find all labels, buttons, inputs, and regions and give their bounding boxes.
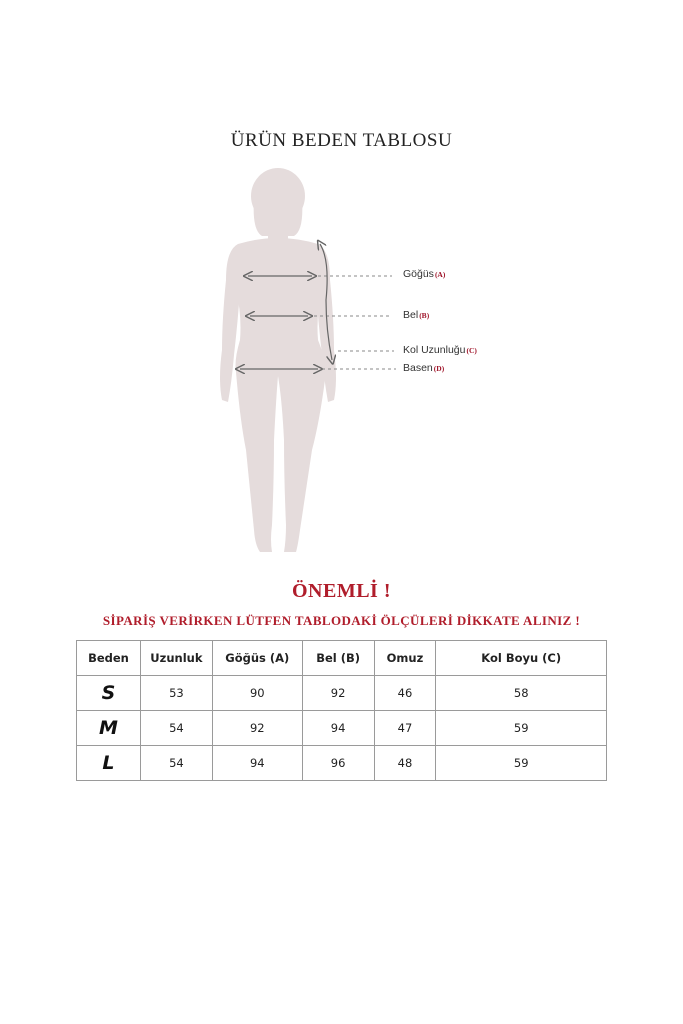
table-cell: 53 <box>140 676 212 711</box>
hip-label-letter: (D) <box>433 364 445 373</box>
chest-label <box>403 268 445 280</box>
column-header-sleeve: Kol Boyu (C) <box>436 641 607 676</box>
table-cell: 92 <box>302 676 374 711</box>
waist-label <box>403 309 429 321</box>
table-cell: 94 <box>212 746 302 781</box>
table-cell: 59 <box>436 711 607 746</box>
column-header-waist: Bel (B) <box>302 641 374 676</box>
column-header-shoulder: Omuz <box>374 641 436 676</box>
sleeve-label <box>403 344 477 356</box>
important-notice: SİPARİŞ VERİRKEN LÜTFEN TABLODAKİ ÖLÇÜLERİ DİKKATE ALINIZ ! <box>102 613 581 628</box>
table-cell: 54 <box>140 746 212 781</box>
table-cell: 48 <box>374 746 436 781</box>
table-cell: 94 <box>302 711 374 746</box>
table-cell: 90 <box>212 676 302 711</box>
size-cell: L <box>77 746 141 781</box>
waist-label-letter: (B) <box>419 311 430 320</box>
table-cell: 47 <box>374 711 436 746</box>
size-cell: S <box>77 676 141 711</box>
size-cell: M <box>77 711 141 746</box>
chest-label-letter: (A) <box>434 270 446 279</box>
table-cell: 96 <box>302 746 374 781</box>
table-row <box>77 711 607 746</box>
hip-label <box>403 362 444 374</box>
page-title: ÜRÜN BEDEN TABLOSU <box>230 130 453 151</box>
column-header-size: Beden <box>77 641 141 676</box>
table-cell: 58 <box>436 676 607 711</box>
table-cell: 59 <box>436 746 607 781</box>
table-cell: 54 <box>140 711 212 746</box>
table-cell: 92 <box>212 711 302 746</box>
important-heading: ÖNEMLİ ! <box>292 580 391 602</box>
woman-silhouette <box>220 168 336 552</box>
chest-label-text: Göğüs <box>403 268 434 280</box>
sleeve-label-letter: (C) <box>466 346 477 355</box>
size-table <box>76 640 607 781</box>
table-row <box>77 746 607 781</box>
sleeve-label-text: Kol Uzunluğu <box>403 344 466 356</box>
column-header-length: Uzunluk <box>140 641 212 676</box>
column-header-chest: Göğüs (A) <box>212 641 302 676</box>
table-header-row <box>77 641 607 676</box>
hip-label-text: Basen <box>403 362 433 374</box>
waist-label-text: Bel <box>403 309 419 321</box>
table-cell: 46 <box>374 676 436 711</box>
table-row <box>77 676 607 711</box>
